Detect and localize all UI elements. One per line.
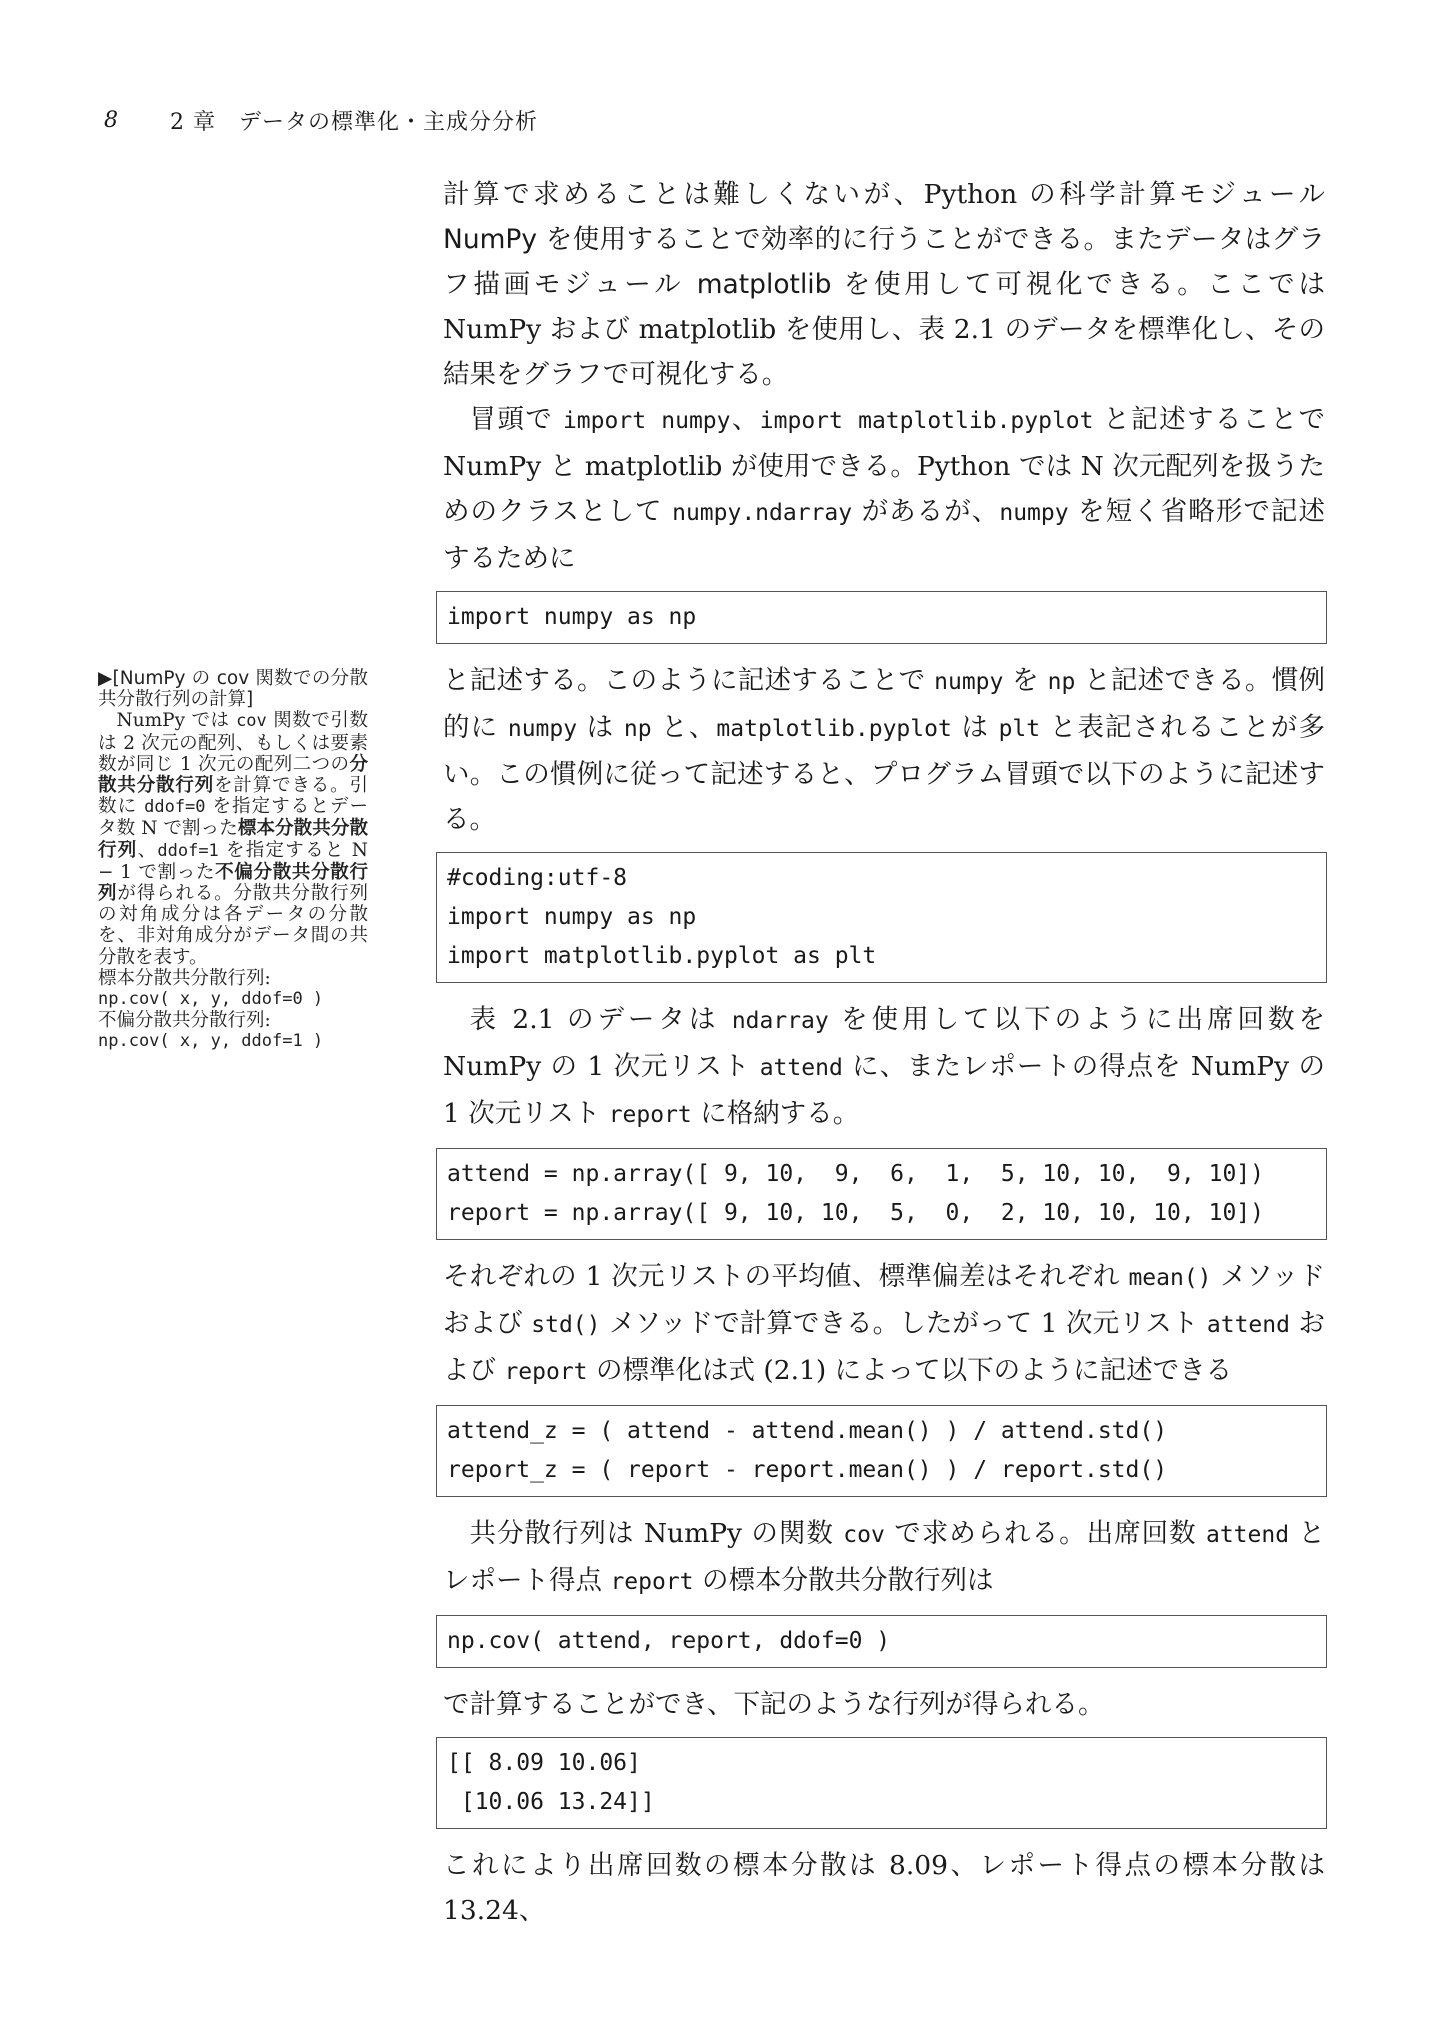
text: 、 — [137, 839, 158, 861]
text: と表記されることが多い。この慣例に従って記述すると、プログラム冒頭で以下のように記述する。 — [443, 712, 1325, 835]
margin-note-title: ▶[NumPy の cov 関数での分散共分散行列の計算] — [98, 668, 368, 711]
inline-code: numpy — [999, 500, 1069, 526]
margin-note-code: np.cov( x, y, ddof=0 ) — [98, 989, 324, 1010]
paragraph-2 — [443, 397, 1325, 581]
inline-code: ddof=0 — [144, 797, 206, 818]
text: メソッドで計算できる。したがって 1 次元リスト — [600, 1308, 1207, 1339]
text: それぞれの 1 次元リストの平均値、標準偏差はそれぞれ — [443, 1261, 1129, 1292]
text: を使用して可視化できる。ここでは NumPy および matplotlib を使用し、表 2.1 のデータを標準化し、その結果をグラフで可視化する。 — [443, 269, 1325, 390]
paragraph-3 — [443, 658, 1325, 842]
inline-code: std() — [531, 1312, 601, 1338]
bold-term: 分散共分散行列 — [98, 753, 368, 797]
text: の標本分散共分散行列は — [693, 1565, 994, 1596]
text: を短く省略形で記述するために — [443, 496, 1325, 574]
code-block: attend_z = ( attend - attend.mean() ) / attend.std() report_z = ( report - report.mean() ) / report.std() — [436, 1405, 1327, 1497]
text: を — [1003, 665, 1048, 696]
text: 関数で引数は 2 次元の配列、もしくは要素数が同じ 1 次元の配列二つの — [98, 710, 368, 775]
text: を指定するとデータ数 N で割った — [98, 796, 368, 840]
text: に、またレポートの得点を NumPy の 1 次元リスト — [443, 1051, 1325, 1129]
module-name: matplotlib — [696, 269, 832, 300]
text: 共分散行列は NumPy の関数 — [469, 1518, 844, 1549]
inline-code: plt — [998, 716, 1041, 742]
paragraph-4 — [443, 997, 1325, 1138]
main-column — [443, 172, 1325, 1933]
text: と、 — [651, 712, 717, 743]
bold-term: 不偏分散共分散行列 — [98, 861, 368, 905]
inline-code: attend — [759, 1055, 843, 1081]
text: NumPy では — [116, 710, 237, 732]
text: で求められる。出席回数 — [884, 1518, 1206, 1549]
inline-code: cov — [236, 711, 267, 732]
text: 表 2.1 のデータは — [469, 1004, 732, 1035]
text: が得られる。分散共分散行列の対角成分は各データの分散を、非対角成分がデータ間の共分散を表す。 — [98, 883, 368, 968]
bold-term: 標本分散共分散行列 — [98, 818, 368, 861]
paragraph-5 — [443, 1254, 1325, 1395]
text: を計算できる。引数に — [98, 775, 368, 818]
text: の標準化は式 (2.1) によって以下のように記述できる — [587, 1355, 1233, 1386]
inline-code: import numpy — [562, 408, 731, 434]
inline-code: numpy.ndarray — [672, 500, 853, 526]
paragraph-6 — [443, 1511, 1325, 1605]
code-block: import numpy as np — [436, 591, 1327, 644]
paragraph-7: で計算することができ、下記のような行列が得られる。 — [443, 1689, 1105, 1720]
margin-note-body — [98, 710, 368, 967]
chapter-title: 2 章 データの標準化・主成分分析 — [170, 109, 538, 135]
inline-code: attend — [1205, 1522, 1290, 1548]
inline-code: ndarray — [731, 1008, 829, 1034]
inline-code: np — [1047, 669, 1076, 695]
inline-code: report — [504, 1359, 588, 1385]
text: があるが、 — [852, 496, 1000, 527]
code-block: [[ 8.09 10.06] [10.06 13.24]] — [436, 1737, 1327, 1829]
text: を使用することで効率的に行うことができる。またデータはグラフ描画モジュール — [443, 224, 1325, 300]
text: と記述する。このように記述することで — [443, 665, 935, 696]
inline-code: import matplotlib.pyplot — [759, 408, 1094, 434]
inline-code: matplotlib.pyplot — [716, 716, 952, 742]
inline-code: mean() — [1128, 1265, 1212, 1291]
inline-code: ddof=1 — [157, 840, 219, 861]
text: 、 — [730, 404, 760, 435]
inline-code: numpy — [934, 669, 1004, 695]
inline-code: attend — [1206, 1312, 1290, 1338]
text: と記述できる。慣例的に — [443, 665, 1325, 743]
margin-note — [98, 668, 368, 1053]
margin-note-line: 標本分散共分散行列: — [98, 967, 271, 989]
inline-code: numpy — [507, 716, 578, 742]
inline-code: cov — [843, 1522, 885, 1548]
text: メソッドおよび — [443, 1261, 1325, 1339]
running-header — [104, 100, 538, 140]
inline-code: np — [623, 716, 652, 742]
text: は — [951, 712, 999, 743]
text: 冒頭で — [469, 404, 563, 435]
paragraph-1 — [443, 172, 1325, 397]
text: に格納する。 — [691, 1098, 860, 1129]
code-block: attend = np.array([ 9, 10, 9, 6, 1, 5, 10, 10, 9, 10]) report = np.array([ 9, 10, 10, 5, 0, 2, 10, 10, 10, 10]) — [436, 1148, 1327, 1240]
text: とレポート得点 — [443, 1518, 1325, 1596]
text: と記述することで NumPy と matplotlib が使用できる。Python では N 次元配列を扱うためのクラスとして — [443, 404, 1325, 527]
module-name: NumPy — [443, 224, 538, 255]
code-block: #coding:utf-8 import numpy as np import matplotlib.pyplot as plt — [436, 852, 1327, 983]
margin-note-code: np.cov( x, y, ddof=1 ) — [98, 1031, 324, 1052]
page-number: 8 — [104, 107, 118, 133]
paragraph-8: これにより出席回数の標本分散は 8.09、レポート得点の標本分散は 13.24、 — [443, 1850, 1325, 1926]
margin-note-line: 不偏分散共分散行列: — [98, 1010, 271, 1032]
text: 計算で求めることは難しくないが、Python の科学計算モジュール — [443, 179, 1325, 210]
text: を使用して以下のように出席回数を NumPy の 1 次元リスト — [443, 1004, 1325, 1082]
inline-code: report — [610, 1569, 694, 1595]
inline-code: report — [608, 1102, 692, 1128]
text: を指定すると N − 1 で割った — [98, 839, 368, 883]
text: は — [577, 712, 624, 743]
code-block: np.cov( attend, report, ddof=0 ) — [436, 1615, 1327, 1668]
text: および — [443, 1308, 1325, 1386]
